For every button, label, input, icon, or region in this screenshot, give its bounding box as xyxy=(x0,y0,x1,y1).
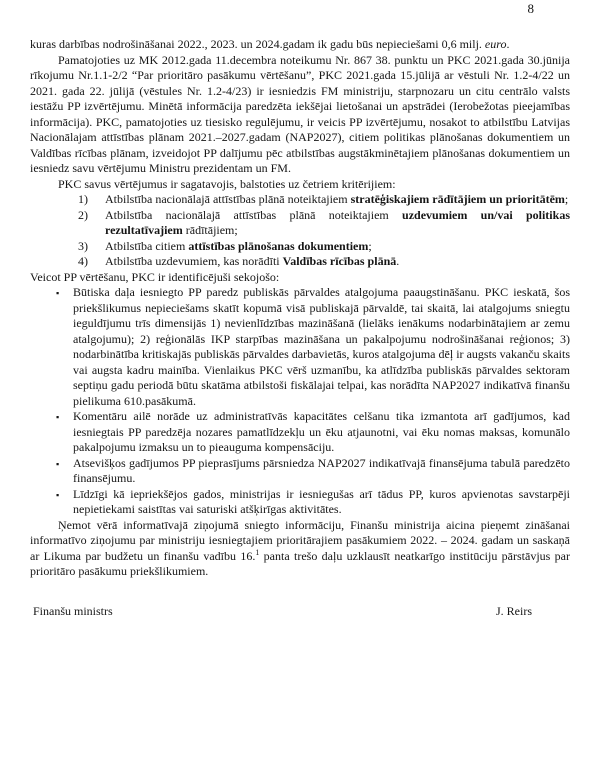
list-item-text: ; xyxy=(368,238,372,253)
list-item-number: 1) xyxy=(78,192,88,206)
square-bullet-icon: ▪ xyxy=(56,489,60,500)
square-bullet-icon: ▪ xyxy=(56,458,60,469)
square-bullet-icon: ▪ xyxy=(56,288,60,298)
list-item-text: Atbilstība uzdevumiem, kas norādīti xyxy=(105,254,283,268)
list-item xyxy=(30,285,570,409)
criteria-numbered-list xyxy=(30,192,570,270)
document-body xyxy=(30,37,570,619)
paragraph-text: . xyxy=(506,37,510,51)
list-item-text: Būtiska daļa iesniegto PP paredz publiskās pārvaldes atalgojuma paaugstināšanu. PKC ieskatā, šos priekšlikumus nepieciešams skatīt kopumā visā publiskajā pārvaldē, tai skaitā, lai atalgojums sniegtu ieguldījumu trīs dimensijās 1) nevienlīdzības mazināšanā (lielāks ienākums nodarbinātajiem ar zemu atalgojumu); 2) reģionālās IKP starpības mazināšana un pakalpojumu nodrošināšanai reģionos; 3) nodarbinātība kritiskajās publiskās pārvaldes darbavietās, kuros atalgojuma dēļ ir augsts vakanču skaits vai augsta kadru mainība. Vienlaikus PKC vērš uzmanību, ka atlīdzība publiskās pārvaldes sektoram septiņu gadu periodā būtu skatāma atbilstoši fiskālajai telpai, kas norādīta NAP2027 indikatīvā finanšu pielikuma 610.pasākumā. xyxy=(73,285,570,408)
paragraph-text: kuras darbības nodrošināšanai 2022., 2023. un 2024.gadam ik gadu būs nepieciešami 0,6 milj. xyxy=(30,37,485,51)
list-item-text: Atbilstība nacionālajā attīstības plānā noteiktajiem xyxy=(105,207,403,222)
italic-term-euro: euro xyxy=(484,37,507,51)
paragraph-legal-basis: Pamatojoties uz MK 2012.gada 11.decembra noteikumu Nr. 867 38. punktu un PKC 2021.gada 30.jūnija rīkojumu Nr.1.1-2/2 “Par prioritāro pasākumu vērtēšanu”, PKC 2021.gada 15.jūlijā ar vēstuli Nr. 1.2-4/22 un 2021. gada 22. jūlijā (vēstules Nr. 1.2-4/23) ir iesniedzis FM ministriju, starpnozaru un citu centrālo valsts iestāžu PP izvērtējumu. Minētā informācija paredzēta iekšējai lietošanai un apstrādei (Ierobežotas pieejamības informācija). PKC, pamatojoties uz tiesisko regulējumu, ir veicis PP izvērtējumu, nosakot to atbilstību Latvijas Nacionālajam attīstības plānam 2021.–2027.gadam (NAP2027), citiem politikas plānošanas dokumentiem un Valdības rīcības plānam, izveidojot PP dalījumu pēc atbilstības augstākminētajiem plānošanas dokumentiem un iesniedz savu vērtējumu Ministru prezidentam un FM. xyxy=(30,52,570,175)
list-item-text: Atbilstība nacionālajā attīstības plānā noteiktajiem xyxy=(105,192,351,206)
list-item-text: ; xyxy=(564,192,569,206)
paragraph-criteria-intro: PKC savus vērtējumus ir sagatavojis, balstoties uz četriem kritērijiem: xyxy=(58,176,396,191)
footnote-reference: 1 xyxy=(255,547,260,557)
list-item-bold-text: attīstības plānošanas dokumentiem xyxy=(188,238,369,253)
list-item xyxy=(30,192,570,208)
signature-title: Finanšu ministrs xyxy=(33,603,113,618)
list-item-number: 3) xyxy=(78,238,88,253)
signature-block xyxy=(30,604,570,620)
list-item-text: Atsevišķos gadījumos PP pieprasījums pārsniedza NAP2027 indikatīvajā finansējuma tabulā paredzēto finansējumu. xyxy=(73,455,570,485)
paragraph-conclusion xyxy=(30,518,570,580)
list-item-text: . xyxy=(396,254,400,268)
square-bullet-icon: ▪ xyxy=(56,412,60,422)
list-item xyxy=(30,487,570,518)
list-item xyxy=(30,208,570,239)
list-item-text: Atbilstība citiem xyxy=(105,238,189,253)
list-item-text: Līdzīgi kā iepriekšējos gados, ministrijas ir iesniegušas arī tādus PP, kuros apvienotas savstarpēji nepietiekami saistītas vai saturiski atšķirīgas aktivitātes. xyxy=(73,486,570,516)
paragraph-text: panta trešo daļu uzklausīt neatkarīgo institūciju pārstāvjus par prioritāro pasākumu priekšlikumiem. xyxy=(30,548,570,578)
list-item-text: Komentāru ailē norāde uz administratīvās kapacitātes celšanu tika izmantota arī gadījumos, kad iesniegtais PP paredzēja nozares pamatlīdzekļu un ēku atjaunotni, vai ēku nomas maksas, komunālo pakalpojumu izmaksu un to pieauguma kompensāciju. xyxy=(73,409,570,454)
signature-name: J. Reirs xyxy=(496,603,532,618)
findings-bullet-list xyxy=(30,285,570,518)
list-item xyxy=(30,239,570,255)
paragraph-funding xyxy=(30,37,570,53)
list-item xyxy=(30,456,570,487)
paragraph-findings-intro: Veicot PP vērtēšanu, PKC ir identificējuši sekojošo: xyxy=(30,269,280,284)
list-item-bold-text: Valdības rīcības plānā xyxy=(282,254,397,268)
page-number: 8 xyxy=(527,1,534,16)
list-item xyxy=(30,254,570,270)
list-item-bold-text: stratēģiskajiem rādītājiem un prioritātēm xyxy=(350,192,565,206)
list-item-number: 4) xyxy=(78,254,88,268)
list-item-text: rādītājiem; xyxy=(182,223,238,237)
list-item xyxy=(30,409,570,456)
paragraph-text: Ņemot vērā informatīvajā ziņojumā sniegto informāciju, Finanšu ministrija aicina pieņemt zināšanai informatīvo ziņojumu par ministriju iesniegtajiem prioritārajiem pasākumiem 2022. – 2024. gadam un saskaņā ar Likuma par budžetu un finanšu vadību 16. xyxy=(30,517,570,563)
list-item-bold-text: uzdevumiem un/vai politikas rezultatīvajiem xyxy=(105,207,570,237)
list-item-number: 2) xyxy=(78,207,88,222)
